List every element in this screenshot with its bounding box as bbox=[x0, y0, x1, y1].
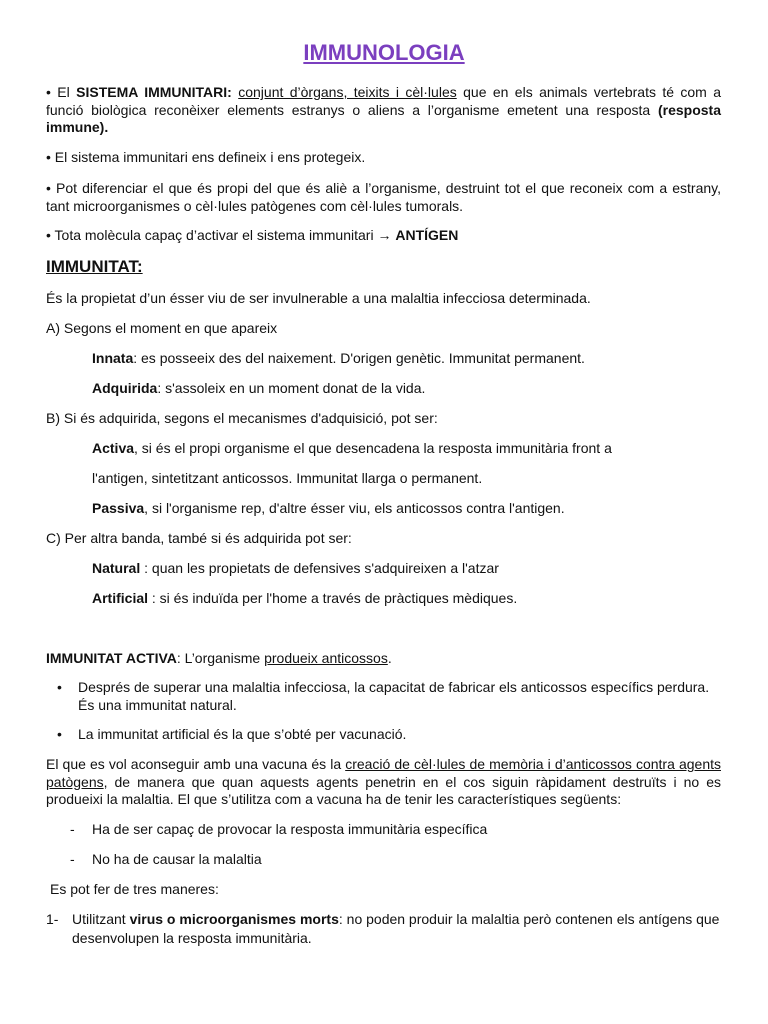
item-adquirida bbox=[92, 380, 722, 398]
text-run: : s'assoleix en un moment donat de la vida. bbox=[157, 380, 426, 396]
tres-maneres: Es pot fer de tres maneres: bbox=[50, 881, 219, 897]
text-run: . bbox=[387, 650, 392, 666]
item-passiva bbox=[92, 500, 722, 518]
text-run: • El bbox=[46, 84, 77, 100]
text-run: : es posseeix des del naixement. D'origen genètic. Immunitat permanent. bbox=[133, 350, 585, 366]
text-run: : L’organisme bbox=[176, 650, 265, 666]
term-artificial: Artificial bbox=[92, 590, 149, 606]
numbered-item-virus bbox=[72, 910, 722, 948]
underlined-anticossos: produeix anticossos bbox=[264, 650, 388, 666]
heading-b: B) Si és adquirida, segons el mecanismes d'adquisició, pot ser: bbox=[46, 410, 438, 426]
intro-paragraph-sistema bbox=[46, 84, 721, 137]
bullet-item-natural: Després de superar una malaltia infecciosa, la capacitat de fabricar els anticossos específics perdura. És una immunitat natural. bbox=[78, 679, 710, 713]
term-innata: Innata bbox=[92, 350, 134, 366]
term-sistema-immunitari: SISTEMA IMMUNITARI: bbox=[76, 84, 232, 100]
item-activa-continuation: l'antigen, sintetitzant anticossos. Immunitat llarga o permanent. bbox=[92, 470, 483, 486]
text-run: , si l'organisme rep, d'altre ésser viu, els anticossos contra l'antigen. bbox=[144, 500, 565, 516]
dash-item-resposta: Ha de ser capaç de provocar la resposta immunitària específica bbox=[92, 821, 488, 837]
text-run: : quan les propietats de defensives s'adquireixen a l'atzar bbox=[140, 560, 499, 576]
dash-marker: - bbox=[70, 821, 75, 837]
term-passiva: Passiva bbox=[92, 500, 145, 516]
heading-c: C) Per altra banda, també si és adquirida pot ser: bbox=[46, 530, 352, 546]
text-run: : si és induïda per l'home a través de pràctiques mèdiques. bbox=[148, 590, 518, 606]
text-run: • Tota molècula capaç d’activar el sistema immunitari → bbox=[46, 227, 396, 243]
immunitat-definition: És la propietat d’un ésser viu de ser invulnerable a una malaltia infecciosa determinada. bbox=[46, 290, 591, 306]
dash-marker: - bbox=[70, 851, 75, 867]
term-antigen: ANTÍGEN bbox=[395, 227, 459, 243]
bullet-marker: • bbox=[57, 726, 62, 742]
item-artificial bbox=[92, 590, 722, 608]
item-activa bbox=[92, 440, 722, 458]
section-heading-immunitat: IMMUNITAT: bbox=[46, 257, 143, 276]
text-run: que en els animals vertebrats té com a funció biològica reconèixer elements estranys o aliens a l’organisme emetent una resposta bbox=[46, 84, 722, 118]
text-run: , de manera que quan aquests agents penetrin en el cos siguin ràpidament destruïts i no es produeixi la malaltia. El que s’utilitza com a vacuna ha de tenir les característiques següents: bbox=[46, 773, 721, 807]
underlined-definition: conjunt d’òrgans, teixits i cèl·lules bbox=[238, 84, 457, 100]
text-run: El que es vol aconseguir amb una vacuna és la bbox=[46, 756, 346, 772]
intro-paragraph-diferenciar: • Pot diferenciar el que és propi del que és aliè a l’organisme, destruint tot el que reconeix com a estrany, tant microorganismes o cèl·lules patògenes com cèl·lules tumorals. bbox=[46, 180, 721, 214]
term-activa: Activa bbox=[92, 440, 135, 456]
bullet-marker: • bbox=[57, 679, 62, 695]
text-run: Utilitzant bbox=[72, 911, 130, 927]
text-run: , si és el propi organisme el que desencadena la resposta immunitària front a bbox=[134, 440, 612, 456]
underlined-memoria: creació de cèl·lules de memòria i d’anticossos contra agents patògens bbox=[46, 756, 721, 790]
dash-item-malaltia: No ha de causar la malaltia bbox=[92, 851, 262, 867]
list-number: 1- bbox=[46, 911, 59, 927]
heading-a: A) Segons el moment en que apareix bbox=[46, 320, 278, 336]
immunitat-activa-heading bbox=[46, 650, 721, 668]
bullet-item-vacunacio: La immunitat artificial és la que s’obté per vacunació. bbox=[78, 726, 407, 742]
intro-paragraph-defineix: • El sistema immunitari ens defineix i ens protegeix. bbox=[46, 149, 366, 165]
vacuna-paragraph bbox=[46, 756, 721, 809]
item-innata bbox=[92, 350, 722, 368]
item-natural bbox=[92, 560, 722, 578]
term-immunitat-activa: IMMUNITAT ACTIVA bbox=[46, 650, 177, 666]
term-natural: Natural bbox=[92, 560, 141, 576]
text-run: : no poden produir la malaltia però contenen els antígens que desenvolupen la resposta immunitària. bbox=[72, 911, 720, 946]
term-adquirida: Adquirida bbox=[92, 380, 158, 396]
intro-paragraph-antigen bbox=[46, 227, 721, 245]
page-title: IMMUNOLOGIA bbox=[303, 40, 465, 65]
term-virus-morts: virus o microorganismes morts bbox=[129, 911, 339, 927]
term-resposta-immune: (resposta immune). bbox=[46, 101, 721, 135]
